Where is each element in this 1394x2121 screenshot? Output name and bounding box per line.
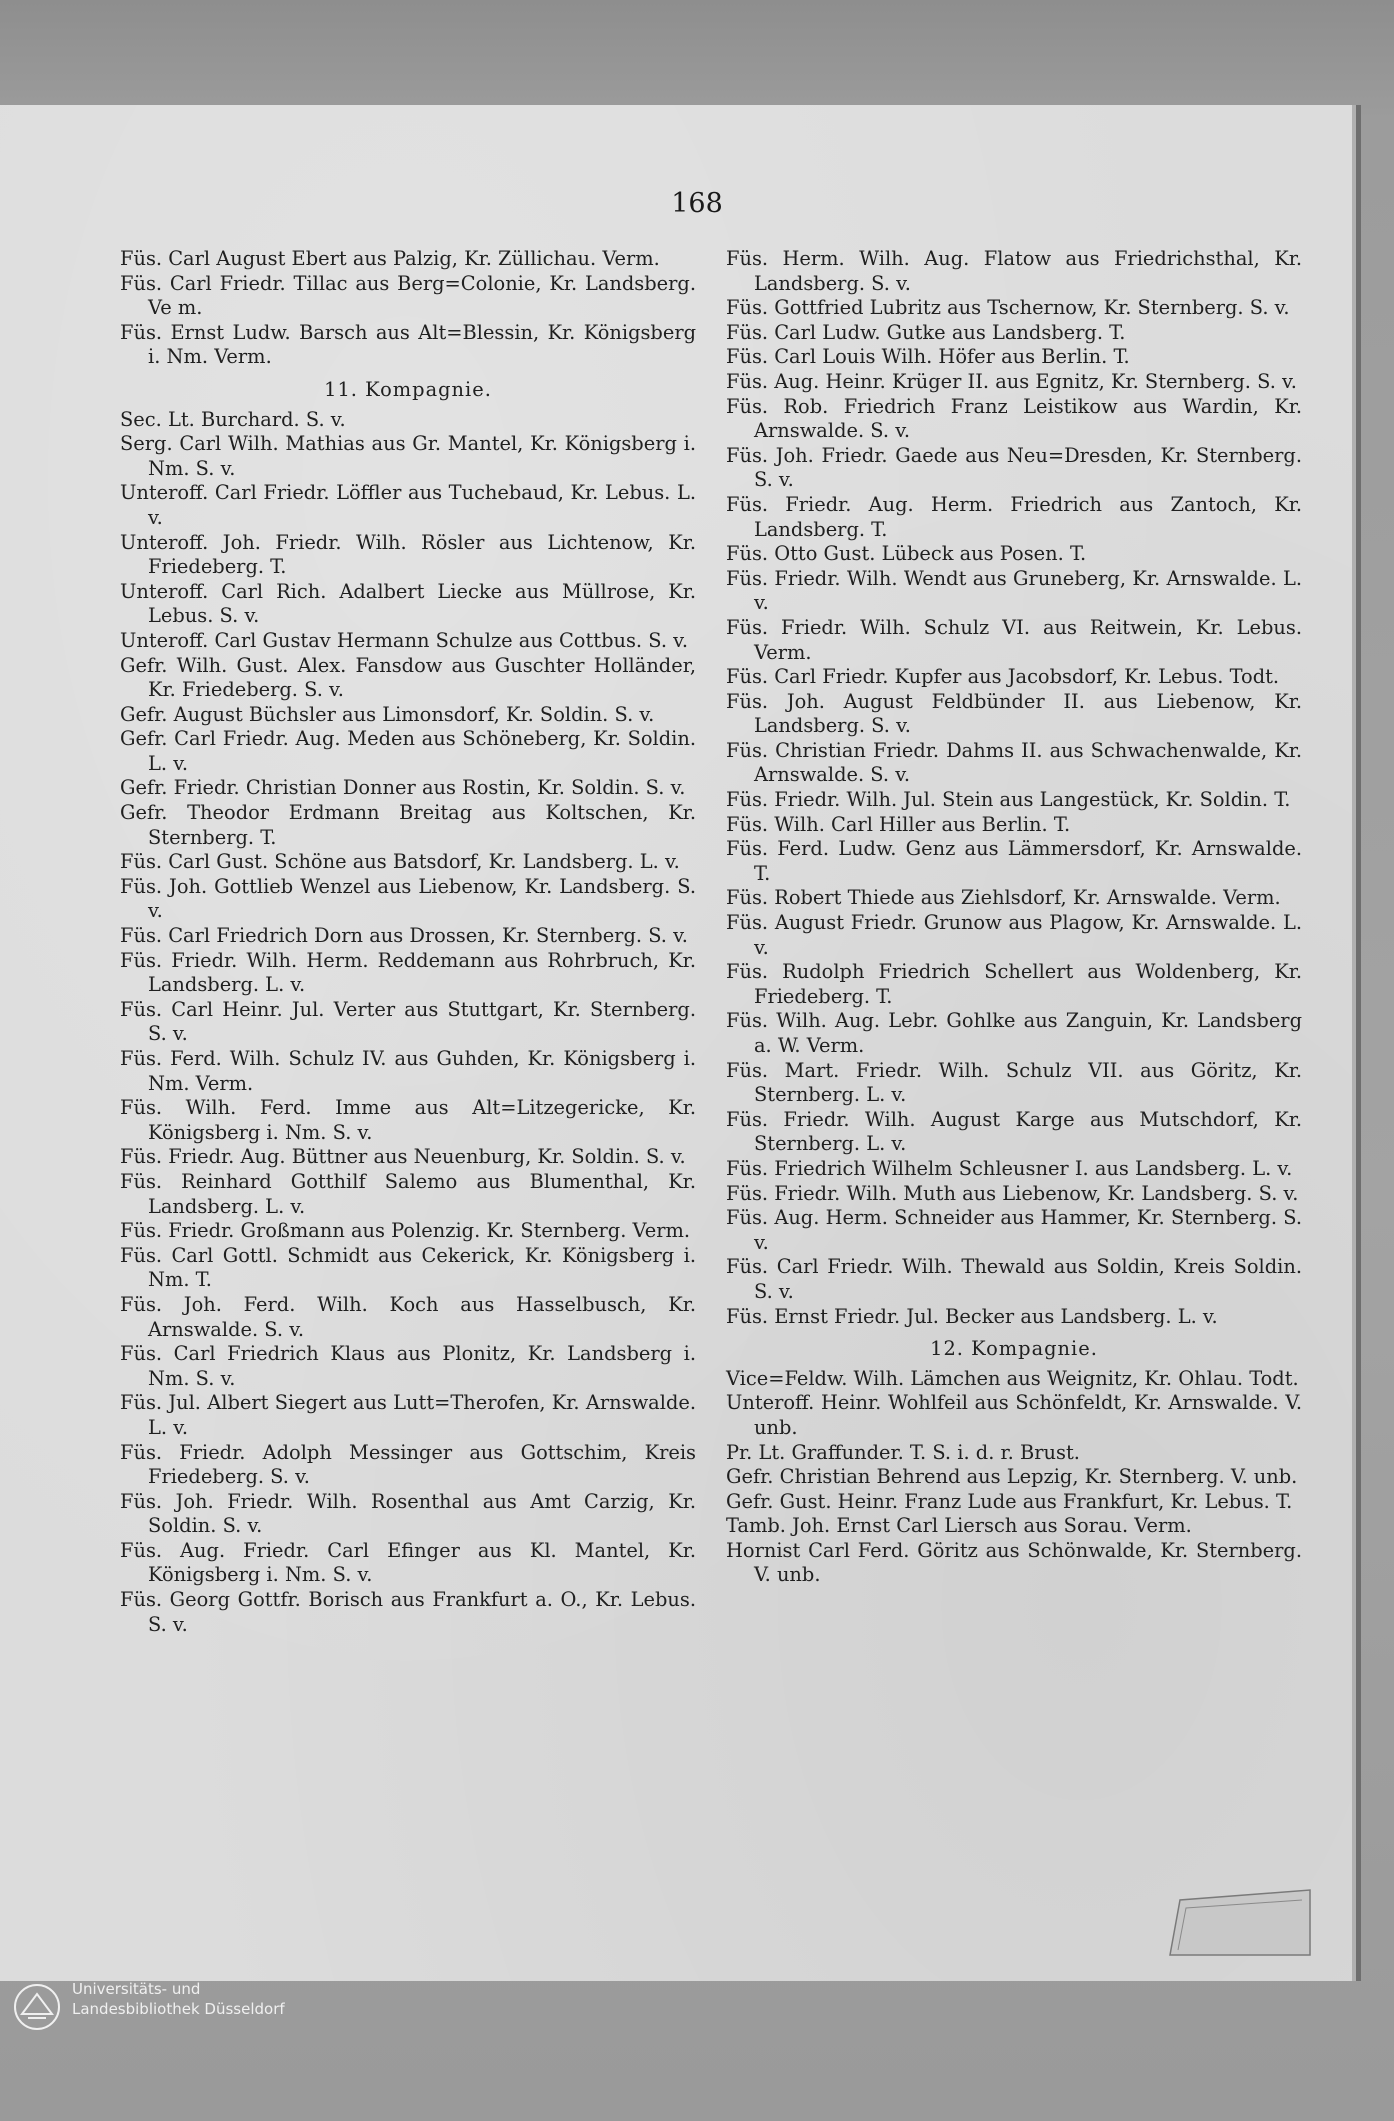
library-logo-icon	[12, 1982, 62, 2032]
roster-entry: Füs. Friedrich Wilhelm Schleusner I. aus Landsberg. L. v.	[726, 1156, 1293, 1180]
roster-entry: Füs. Friedr. Wilh. Muth aus Liebenow, Kr. Landsberg. S. v.	[726, 1181, 1299, 1205]
roster-entry: Füs. Aug. Heinr. Krüger II. aus Egnitz, Kr. Sternberg. S. v.	[726, 369, 1297, 393]
roster-entry: Füs. Friedr. Adolph Messinger aus Gottschim, Kreis Friedeberg. S. v.	[120, 1440, 696, 1489]
roster-entry: Füs. Carl August Ebert aus Palzig, Kr. Züllichau. Verm.	[120, 247, 660, 270]
roster-entry: Gefr. Carl Friedr. Aug. Meden aus Schöneberg, Kr. Soldin. L. v.	[120, 727, 696, 775]
roster-entry: Füs. Carl Louis Wilh. Höfer aus Berlin. T.	[726, 345, 1130, 369]
roster-entry: Füs. Friedr. Großmann aus Polenzig. Kr. Sternberg. Verm.	[120, 1219, 691, 1243]
roster-entry: Füs. Christian Friedr. Dahms II. aus Schwachenwalde, Kr. Arnswalde. S. v.	[726, 738, 1302, 787]
roster-entry: Füs. Reinhard Gotthilf Salemo aus Blumenthal, Kr. Landsberg. L. v.	[120, 1169, 696, 1218]
roster-entry: Füs. Friedr. Aug. Büttner aus Neuenburg, Kr. Soldin. S. v.	[120, 1145, 686, 1169]
roster-entry: Unteroff. Joh. Friedr. Wilh. Rösler aus Lichtenow, Kr. Friedeberg. T.	[120, 530, 696, 579]
roster-entry: Tamb. Joh. Ernst Carl Liersch aus Sorau. Verm.	[726, 1514, 1192, 1538]
company-heading: 12. Kompagnie.	[930, 1337, 1098, 1361]
roster-entry: Gefr. Christian Behrend aus Lepzig, Kr. Sternberg. V. unb.	[726, 1465, 1298, 1489]
roster-entry: Füs. Friedr. Wilh. August Karge aus Mutschdorf, Kr. Sternberg. L. v.	[726, 1107, 1302, 1156]
roster-entry: Füs. Ernst Ludw. Barsch aus Alt=Blessin, Kr. Königsberg i. Nm. Verm.	[120, 320, 696, 369]
roster-entry: Füs. Robert Thiede aus Ziehlsdorf, Kr. Arnswalde. Verm.	[726, 886, 1281, 910]
roster-entry: Füs. Carl Heinr. Jul. Verter aus Stuttgart, Kr. Sternberg. S. v.	[120, 997, 696, 1046]
roster-entry: Füs. August Friedr. Grunow aus Plagow, Kr. Arnswalde. L. v.	[726, 911, 1302, 959]
roster-entry: Füs. Wilh. Ferd. Imme aus Alt=Litzegericke, Kr. Königsberg i. Nm. S. v.	[120, 1096, 696, 1144]
roster-entry: Füs. Friedr. Wilh. Wendt aus Gruneberg, Kr. Arnswalde. L. v.	[726, 566, 1302, 615]
roster-entry: Gefr. Friedr. Christian Donner aus Rostin, Kr. Soldin. S. v.	[120, 776, 686, 800]
roster-entry: Füs. Herm. Wilh. Aug. Flatow aus Friedrichsthal, Kr. Landsberg. S. v.	[726, 247, 1302, 295]
page-number: 168	[671, 188, 723, 219]
roster-entry: Füs. Aug. Friedr. Carl Efinger aus Kl. Mantel, Kr. Königsberg i. Nm. S. v.	[120, 1538, 696, 1587]
roster-entry: Füs. Friedr. Wilh. Herm. Reddemann aus Rohrbruch, Kr. Landsberg. L. v.	[120, 948, 696, 997]
roster-entry: Füs. Rudolph Friedrich Schellert aus Woldenberg, Kr. Friedeberg. T.	[726, 960, 1302, 1008]
roster-entry: Füs. Joh. Gottlieb Wenzel aus Liebenow, Kr. Landsberg. S. v.	[120, 874, 696, 923]
roster-entry: Gefr. August Büchsler aus Limonsdorf, Kr. Soldin. S. v.	[120, 702, 655, 726]
roster-entry: Füs. Carl Friedrich Dorn aus Drossen, Kr. Sternberg. S. v.	[120, 924, 688, 948]
roster-entry: Füs. Rob. Friedrich Franz Leistikow aus Wardin, Kr. Arnswalde. S. v.	[726, 394, 1302, 443]
roster-entry: Füs. Carl Ludw. Gutke aus Landsberg. T.	[726, 320, 1126, 344]
roster-entry: Füs. Friedr. Wilh. Jul. Stein aus Langestück, Kr. Soldin. T.	[726, 788, 1291, 812]
roster-entry: Unteroff. Carl Friedr. Löffler aus Tuchebaud, Kr. Lebus. L. v.	[120, 481, 696, 529]
footer-line-2: Landesbibliothek Düsseldorf	[72, 2000, 285, 2018]
roster-entry: Füs. Georg Gottfr. Borisch aus Frankfurt a. O., Kr. Lebus. S. v.	[120, 1588, 696, 1636]
roster-entry: Serg. Carl Wilh. Mathias aus Gr. Mantel, Kr. Königsberg i. Nm. S. v.	[120, 432, 696, 480]
library-footer	[12, 1976, 312, 2036]
roster-entry: Vice=Feldw. Wilh. Lämchen aus Weignitz, Kr. Ohlau. Todt.	[726, 1366, 1299, 1390]
roster-entry: Füs. Mart. Friedr. Wilh. Schulz VII. aus Göritz, Kr. Sternberg. L. v.	[726, 1058, 1302, 1107]
roster-entry: Füs. Carl Gottl. Schmidt aus Cekerick, Kr. Königsberg i. Nm. T.	[120, 1243, 696, 1292]
roster-entry: Unteroff. Carl Gustav Hermann Schulze aus Cottbus. S. v.	[120, 628, 688, 652]
roster-entry: Füs. Carl Friedr. Wilh. Thewald aus Soldin, Kreis Soldin. S. v.	[726, 1255, 1302, 1303]
library-stamp-mark	[1160, 1880, 1320, 1960]
roster-entry: Füs. Ernst Friedr. Jul. Becker aus Landsberg. L. v.	[726, 1304, 1218, 1328]
company-heading: 11. Kompagnie.	[324, 377, 492, 401]
roster-entry: Füs. Carl Gust. Schöne aus Batsdorf, Kr. Landsberg. L. v.	[120, 850, 680, 874]
roster-entry: Füs. Carl Friedr. Kupfer aus Jacobsdorf, Kr. Lebus. Todt.	[726, 665, 1280, 689]
roster-entry: Füs. Carl Friedrich Klaus aus Plonitz, Kr. Landsberg i. Nm. S. v.	[120, 1342, 696, 1390]
roster-entry: Gefr. Gust. Heinr. Franz Lude aus Frankfurt, Kr. Lebus. T.	[726, 1489, 1293, 1513]
roster-entry: Füs. Aug. Herm. Schneider aus Hammer, Kr. Sternberg. S. v.	[726, 1206, 1302, 1254]
roster-entry: Füs. Wilh. Aug. Lebr. Gohlke aus Zanguin, Kr. Landsberg a. W. Verm.	[726, 1009, 1302, 1057]
roster-entry: Füs. Carl Friedr. Tillac aus Berg=Colonie, Kr. Landsberg. Ve m.	[120, 271, 696, 320]
roster-entry: Füs. Friedr. Aug. Herm. Friedrich aus Zantoch, Kr. Landsberg. T.	[726, 492, 1302, 541]
right-column	[726, 247, 1302, 1588]
roster-entry: Füs. Ferd. Ludw. Genz aus Lämmersdorf, Kr. Arnswalde. T.	[726, 837, 1302, 885]
roster-entry: Füs. Gottfried Lubritz aus Tschernow, Kr. Sternberg. S. v.	[726, 296, 1290, 320]
roster-entry: Gefr. Theodor Erdmann Breitag aus Koltschen, Kr. Sternberg. T.	[120, 801, 696, 849]
roster-entry: Füs. Joh. Ferd. Wilh. Koch aus Hasselbusch, Kr. Arnswalde. S. v.	[120, 1292, 696, 1341]
roster-entry: Füs. Joh. Friedr. Gaede aus Neu=Dresden, Kr. Sternberg. S. v.	[726, 443, 1302, 492]
roster-entry: Füs. Friedr. Wilh. Schulz VI. aus Reitwein, Kr. Lebus. Verm.	[726, 615, 1302, 664]
roster-entry: Füs. Ferd. Wilh. Schulz IV. aus Guhden, Kr. Königsberg i. Nm. Verm.	[120, 1047, 696, 1095]
roster-entry: Füs. Joh. August Feldbünder II. aus Liebenow, Kr. Landsberg. S. v.	[726, 689, 1302, 738]
roster-entry: Sec. Lt. Burchard. S. v.	[120, 407, 346, 431]
roster-entry: Füs. Jul. Albert Siegert aus Lutt=Therofen, Kr. Arnswalde. L. v.	[120, 1391, 696, 1439]
left-column	[120, 247, 696, 1637]
roster-entry: Unteroff. Heinr. Wohlfeil aus Schönfeldt, Kr. Arnswalde. V. unb.	[726, 1391, 1302, 1439]
roster-entry: Füs. Wilh. Carl Hiller aus Berlin. T.	[726, 812, 1071, 836]
roster-entry: Hornist Carl Ferd. Göritz aus Schönwalde, Kr. Sternberg. V. unb.	[726, 1538, 1302, 1587]
roster-entry: Gefr. Wilh. Gust. Alex. Fansdow aus Guschter Holländer, Kr. Friedeberg. S. v.	[120, 653, 696, 702]
roster-entry: Unteroff. Carl Rich. Adalbert Liecke aus Müllrose, Kr. Lebus. S. v.	[120, 579, 696, 628]
roster-entry: Pr. Lt. Graffunder. T. S. i. d. r. Brust.	[726, 1440, 1080, 1464]
footer-line-1: Universitäts- und	[72, 1980, 201, 1998]
roster-entry: Füs. Joh. Friedr. Wilh. Rosenthal aus Amt Carzig, Kr. Soldin. S. v.	[120, 1489, 696, 1538]
roster-entry: Füs. Otto Gust. Lübeck aus Posen. T.	[726, 542, 1087, 566]
